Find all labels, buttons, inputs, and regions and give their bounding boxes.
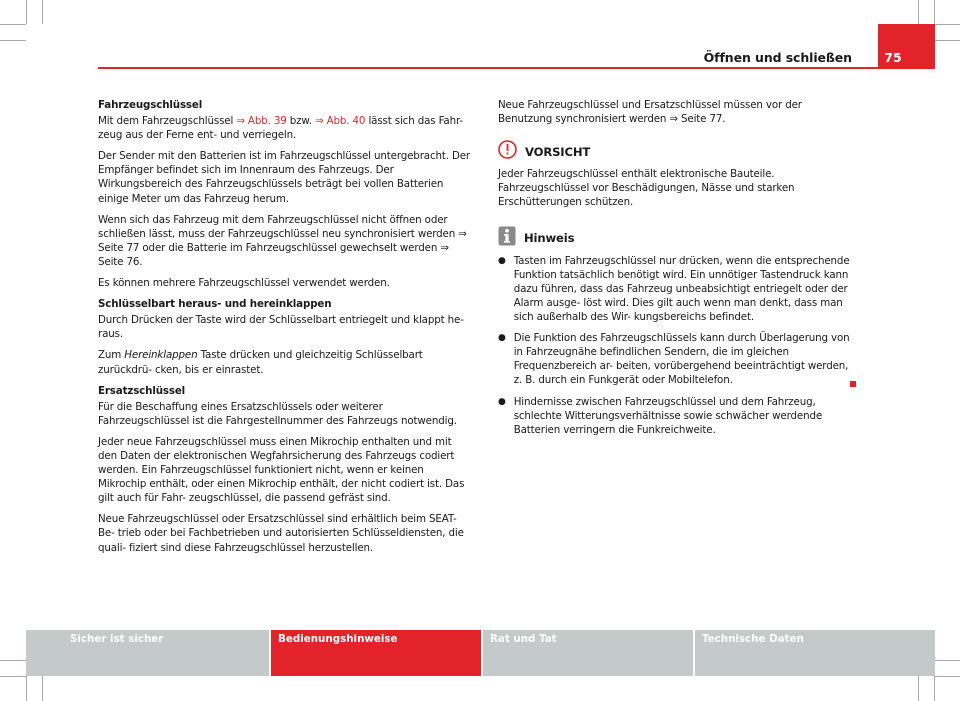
crop-mark (0, 24, 26, 25)
footer-tab-sicher[interactable]: Sicher ist sicher (26, 630, 269, 676)
figure-link[interactable]: ⇒ Abb. 39 (236, 115, 287, 128)
paragraph: Neue Fahrzeugschlüssel und Ersatzschlüssel müssen vor der Benutzung synchronisiert werden ⇒ Seite 77. (498, 99, 802, 126)
warning-icon (498, 140, 517, 163)
crop-mark (935, 24, 960, 25)
list-item: ● Hindernisse zwischen Fahrzeugschlüssel und dem Fahrzeug, schlechte Witterungsverhältnisse sowie schwächer werdende Batterien verringern die Funkreichweite. (498, 395, 823, 436)
crop-mark (42, 676, 43, 701)
paragraph: Jeder neue Fahrzeugschlüssel muss einen Mikrochip enthalten und mit den Daten der elektronischen Wegfahrsicherung des Fahrzeugs codiert werden. Ein Fahrzeugschlüssel funktioniert nicht, wenn er keinen Mikrochip enthält, oder einen Mikrochip enthält, der nicht codiert ist. Das gilt auch für Fahr- zeugschlüssel, die passend gefräst sind. (98, 435, 465, 505)
list-item: ● Tasten im Fahrzeugschlüssel nur drücken, wenn die entsprechende Funktion tatsächlich benötigt wird. Ein unnötiger Tastendruck kann dazu führen, dass das Fahrzeug unbeabsichtigt entriegelt oder der Alarm ausge- löst wird. Dies gilt auch wenn man denkt, dass man sich außerhalb des Wir- kungsbereichs befindet. (498, 254, 850, 324)
page-title: Öffnen und schließen (703, 50, 852, 65)
crop-mark (0, 676, 26, 677)
paragraph: Für die Beschaffung eines Ersatzschlüssels oder weiterer Fahrzeugschlüssel ist die Fahrgestellnummer des Fahrzeugs notwendig. (98, 400, 457, 427)
note-header (498, 226, 853, 250)
footer-tab-bedienung[interactable]: Bedienungshinweise (271, 630, 481, 676)
crop-mark (26, 676, 27, 701)
crop-mark (935, 40, 960, 41)
left-column (98, 98, 470, 562)
header-rule (98, 67, 935, 69)
section-heading: Ersatzschlüssel (98, 384, 186, 397)
paragraph: Mit dem Fahrzeugschlüssel ⇒ Abb. 39 bzw. ⇒ Abb. 40 lässt sich das Fahr- zeug aus der Ferne ent- und verriegeln. (98, 115, 463, 142)
crop-mark (0, 660, 26, 661)
page-number: 75 (884, 50, 902, 65)
crop-mark (934, 676, 935, 701)
crop-mark (42, 0, 43, 24)
section-heading: Schlüsselbart heraus- und hereinklappen (98, 298, 332, 311)
crop-mark (918, 676, 919, 701)
caution-title: VORSICHT (525, 144, 591, 159)
footer-tab-rat[interactable]: Rat und Tat (483, 630, 693, 676)
paragraph: Zum Hereinklappen Taste drücken und gleichzeitig Schlüsselbart zurückdrü- cken, bis er einrastet. (98, 349, 423, 376)
right-column (498, 98, 853, 444)
crop-mark (0, 40, 26, 41)
caution-header (498, 140, 853, 163)
crop-mark (26, 0, 27, 24)
crop-mark (918, 0, 919, 24)
paragraph: Es können mehrere Fahrzeugschlüssel verwendet werden. (98, 277, 390, 290)
crop-mark (935, 676, 960, 677)
note-title: Hinweis (524, 230, 575, 245)
paragraph: Wenn sich das Fahrzeug mit dem Fahrzeugschlüssel nicht öffnen oder schließen lässt, muss der Fahrzeugschlüssel neu synchronisiert werden ⇒ Seite 77 oder die Batterie im Fahrzeugschlüssel gewechselt werden ⇒ Seite 76. (98, 213, 467, 268)
paragraph: Neue Fahrzeugschlüssel oder Ersatzschlüssel sind erhältlich beim SEAT-Be- trieb oder bei Fachbetrieben und autorisierten Schlüsseldiensten, die quali- fiziert sind diese Fahrzeugschlüssel herzustellen. (98, 513, 464, 554)
caution-text: Jeder Fahrzeugschlüssel enthält elektronische Bauteile. Fahrzeugschlüssel vor Beschädigungen, Nässe und starken Erschütterungen schützen. (498, 168, 795, 209)
paragraph: Durch Drücken der Taste wird der Schlüsselbart entriegelt und klappt he- raus. (98, 314, 464, 341)
info-icon (498, 226, 516, 250)
section-heading: Fahrzeugschlüssel (98, 99, 203, 111)
crop-mark (934, 0, 935, 24)
list-item: ● Die Funktion des Fahrzeugschlüssels kann durch Überlagerung von in Fahrzeugnähe befindlichen Sendern, die im gleichen Frequenzbereich ar- beiten, vorübergehend beeinträchtigt werden, z. B. durch ein Funkgerät oder Mobiltelefon. (498, 332, 850, 387)
footer-tab-technik[interactable]: Technische Daten (695, 630, 935, 676)
figure-link[interactable]: ⇒ Abb. 40 (315, 115, 366, 128)
section-end-marker (850, 381, 856, 387)
crop-mark (935, 660, 960, 661)
paragraph: Der Sender mit den Batterien ist im Fahrzeugschlüssel untergebracht. Der Empfänger befindet sich im Innenraum des Fahrzeugs. Der Wirkungsbereich des Fahrzeugschlüssels beträgt bei vollen Batterien einige Meter um das Fahrzeug herum. (98, 150, 471, 205)
